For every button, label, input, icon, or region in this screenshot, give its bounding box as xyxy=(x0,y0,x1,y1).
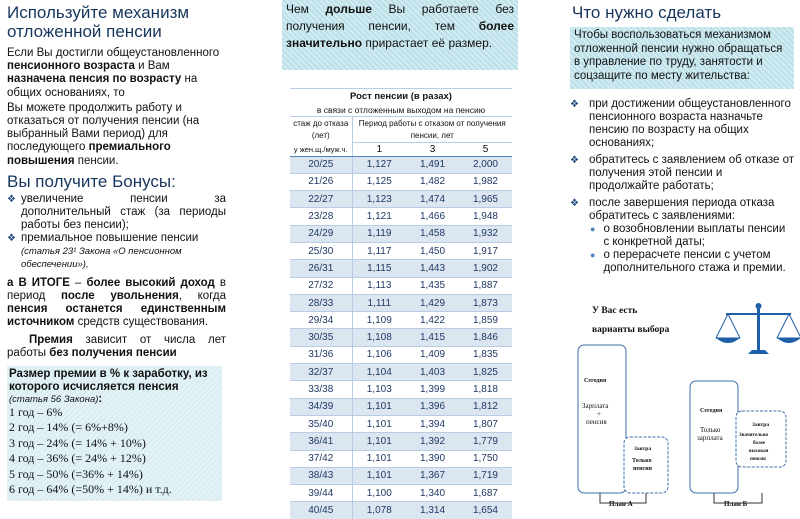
coef-cell: 1,119 xyxy=(352,225,406,242)
stazh-cell: 34/39 xyxy=(290,398,352,415)
intro-paragraph xyxy=(7,47,226,100)
premia-paragraph xyxy=(7,334,226,360)
coef-cell: 1,812 xyxy=(459,398,512,415)
coef-cell: 1,101 xyxy=(352,433,406,450)
text-run: – xyxy=(69,276,87,289)
coef-cell: 1,123 xyxy=(352,191,406,208)
coef-cell: 1,396 xyxy=(406,398,459,415)
coef-cell: 1,403 xyxy=(406,364,459,381)
stazh-cell: 20/25 xyxy=(290,156,352,173)
sub-list-item: ● о возобновлении выплаты пенсии с конкретной даты; xyxy=(590,223,786,248)
svg-text:Только: Только xyxy=(632,458,652,464)
coef-cell: 1,314 xyxy=(406,502,459,519)
coef-cell: 1,109 xyxy=(352,312,406,329)
table-row xyxy=(290,277,512,294)
text-run: а В ИТОГЕ xyxy=(7,276,70,289)
svg-text:+: + xyxy=(597,410,601,418)
svg-text:Сегодня: Сегодня xyxy=(700,408,723,414)
table-row xyxy=(290,433,512,450)
coef-cell: 1,429 xyxy=(406,294,459,311)
diamond-bullet-icon: ❖ xyxy=(570,155,579,166)
table-row xyxy=(290,467,512,484)
dot-bullet-icon: ● xyxy=(590,224,596,234)
coef-cell: 1,399 xyxy=(406,381,459,398)
table-head-sub: у жен.щ./муж.ч. xyxy=(290,143,352,156)
coef-cell: 1,409 xyxy=(406,346,459,363)
coef-cell: 1,466 xyxy=(406,208,459,225)
stazh-cell: 33/38 xyxy=(290,381,352,398)
table-row xyxy=(290,485,512,502)
period-3: 3 xyxy=(406,143,459,156)
bonus-law-note: (статья 23¹ Закона «О пенсионном обеспечении»), xyxy=(20,245,182,270)
premium-box: Размер премии в % к заработку, из которого исчисляется пенсия (статья 56 Закона): 1 год – 6% 2 год – 14% (= 6%+8%) 3 год – 24% (= 14% + 10%) 4 год – 36% (= 24% + 12%) 5 год – 50% (=36% + 14%) 6 год – 64% (=50% + 14%) и т.д. xyxy=(7,366,222,501)
coef-cell: 1,125 xyxy=(352,173,406,190)
sub-list-item: ● о перерасчете пенсии с учетом дополнительного стажа и премии. xyxy=(590,249,786,274)
diagram-heading-1: У Вас есть xyxy=(592,306,638,316)
lead-box xyxy=(282,0,518,70)
coef-cell: 1,965 xyxy=(459,191,512,208)
diamond-bullet-icon: ❖ xyxy=(570,198,579,209)
table-subtitle: в связи с отложенным выходом на пенсию xyxy=(290,104,512,117)
svg-text:Значительно: Значительно xyxy=(739,433,769,438)
text-run: назначена пенсия по возрасту xyxy=(7,73,182,86)
premium-line: 1 год – 6% xyxy=(9,405,63,420)
coef-cell: 1,873 xyxy=(459,294,512,311)
coef-cell: 1,392 xyxy=(406,433,459,450)
list-item: ❖ увеличение пенсии за дополнительный стаж (за периоды работы без пенсии); xyxy=(7,192,226,231)
plan-a-label: План А xyxy=(609,500,633,508)
steps-list xyxy=(570,98,794,275)
stazh-cell: 26/31 xyxy=(290,260,352,277)
text-run: Чем xyxy=(286,2,326,16)
coef-cell: 1,719 xyxy=(459,467,512,484)
table-row xyxy=(290,191,512,208)
list-item: ❖ обратитесь с заявлением об отказе от получения этой пенсии и продолжайте работать; xyxy=(570,154,794,192)
coef-cell: 1,825 xyxy=(459,364,512,381)
table-row xyxy=(290,312,512,329)
coef-cell: 1,818 xyxy=(459,381,512,398)
stazh-cell: 28/33 xyxy=(290,294,352,311)
text-run: дольше xyxy=(325,2,372,16)
stazh-cell: 38/43 xyxy=(290,467,352,484)
list-item: ❖ после завершения периода отказа обратитесь с заявлениями: xyxy=(570,197,775,222)
table-row xyxy=(290,364,512,381)
table-row xyxy=(290,346,512,363)
text-run: средств существования. xyxy=(74,316,209,329)
coef-cell: 1,101 xyxy=(352,450,406,467)
text-run: зависит от числа лет работы xyxy=(7,333,226,359)
coef-cell: 1,121 xyxy=(352,208,406,225)
stazh-cell: 21/26 xyxy=(290,173,352,190)
premium-line: 6 год – 64% (=50% + 14%) и т.д. xyxy=(9,482,172,497)
premium-law-note: (статья 56 Закона) xyxy=(9,394,99,406)
coef-cell: 1,108 xyxy=(352,329,406,346)
premium-lines xyxy=(9,405,220,497)
coef-cell: 1,367 xyxy=(406,467,459,484)
stazh-cell: 36/41 xyxy=(290,433,352,450)
table-row xyxy=(290,381,512,398)
text-run: Вы можете продолжить работу и отказаться от получения пенсии (на выбранный Вами период) для последующего xyxy=(7,101,200,154)
growth-table-wrap xyxy=(282,88,518,519)
svg-text:пенсия: пенсия xyxy=(633,466,652,472)
stazh-cell: 39/44 xyxy=(290,485,352,502)
table-row xyxy=(290,242,512,259)
coef-cell: 1,100 xyxy=(352,485,406,502)
coef-cell: 1,779 xyxy=(459,433,512,450)
coef-cell: 1,127 xyxy=(352,156,406,173)
coef-cell: 1,117 xyxy=(352,242,406,259)
coef-cell: 1,101 xyxy=(352,467,406,484)
premium-line: 3 год – 24% (= 14% + 10%) xyxy=(9,435,146,450)
coef-cell: 1,750 xyxy=(459,450,512,467)
what-to-do-title: Что нужно сделать xyxy=(572,3,722,22)
plan-b-label: План Б xyxy=(724,500,748,508)
stazh-cell: 37/42 xyxy=(290,450,352,467)
table-row xyxy=(290,502,512,519)
svg-text:Зарплата: Зарплата xyxy=(582,402,609,410)
svg-text:Завтра: Завтра xyxy=(634,446,652,452)
premium-box-title: Размер премии в % к заработку, из которого исчисляется пенсия xyxy=(9,368,208,394)
text-run: в период xyxy=(7,276,226,303)
diamond-bullet-icon: ❖ xyxy=(570,99,579,110)
coef-cell: 1,106 xyxy=(352,346,406,363)
text-run: премиального повышения xyxy=(7,141,171,167)
svg-text:высокая: высокая xyxy=(749,449,769,454)
coef-cell: 1,807 xyxy=(459,415,512,432)
premium-line: 4 год – 36% (= 24% + 12%) xyxy=(9,451,146,466)
svg-text:Только: Только xyxy=(700,426,721,434)
text-run: и Вам xyxy=(134,60,170,73)
table-head-period: Период работы с отказом от получения пенсии, лет xyxy=(352,117,512,143)
diagram-heading-2: варианты выбора xyxy=(592,325,670,335)
dot-bullet-icon: ● xyxy=(590,250,596,260)
coef-cell: 1,859 xyxy=(459,312,512,329)
plan-a-today: Сегодня xyxy=(584,378,607,384)
stazh-cell: 25/30 xyxy=(290,242,352,259)
text-run: Если Вы достигли общеустановленного xyxy=(7,47,220,59)
coef-cell: 1,902 xyxy=(459,260,512,277)
stazh-cell: 31/36 xyxy=(290,346,352,363)
list-item: ❖ при достижении общеустановленного пенсионного возраста назначьте пенсию по возрасту на общих основаниях; xyxy=(570,98,791,149)
table-row xyxy=(290,398,512,415)
svg-text:зарплата: зарплата xyxy=(697,434,723,442)
coef-cell: 1,982 xyxy=(459,173,512,190)
coef-cell: 1,443 xyxy=(406,260,459,277)
text-run: без получения пенсии xyxy=(49,346,177,359)
text-run: Вы работаете без получения пенсии, тем xyxy=(286,2,514,33)
coef-cell: 1,654 xyxy=(459,502,512,519)
text-run: после увольнения xyxy=(60,290,179,303)
left-column xyxy=(0,0,232,519)
stazh-cell: 22/27 xyxy=(290,191,352,208)
svg-text:пенсия: пенсия xyxy=(586,418,607,426)
coef-cell: 1,948 xyxy=(459,208,512,225)
choice-diagram xyxy=(566,300,800,510)
coef-cell: 1,422 xyxy=(406,312,459,329)
table-row xyxy=(290,294,512,311)
stazh-cell: 29/34 xyxy=(290,312,352,329)
coef-cell: 1,340 xyxy=(406,485,459,502)
table-row xyxy=(290,329,512,346)
coef-cell: 1,458 xyxy=(406,225,459,242)
stazh-cell: 40/45 xyxy=(290,502,352,519)
stazh-cell: 30/35 xyxy=(290,329,352,346)
table-row xyxy=(290,156,512,173)
coef-cell: 1,101 xyxy=(352,415,406,432)
table-row xyxy=(290,225,512,242)
text-run: пенсионного возраста xyxy=(7,60,135,73)
text-run: пенсия останется единственным источником xyxy=(7,303,226,329)
text-run: пенсии. xyxy=(74,154,119,167)
pension-growth-table xyxy=(290,88,512,519)
table-row xyxy=(290,260,512,277)
coef-cell: 1,450 xyxy=(406,242,459,259)
table-head-stazh: стаж до отказа (лет) xyxy=(290,117,352,144)
continue-paragraph xyxy=(7,102,226,168)
right-column xyxy=(566,0,800,519)
text-run: , когда xyxy=(178,290,226,303)
coef-cell: 1,113 xyxy=(352,277,406,294)
coef-cell: 1,846 xyxy=(459,329,512,346)
text-run: на общих основаниях, то xyxy=(7,73,198,99)
diamond-bullet-icon: ❖ xyxy=(7,193,16,205)
period-1: 1 xyxy=(352,143,406,156)
coef-cell: 1,932 xyxy=(459,225,512,242)
coef-cell: 1,111 xyxy=(352,294,406,311)
coef-cell: 1,390 xyxy=(406,450,459,467)
coef-cell: 1,104 xyxy=(352,364,406,381)
coef-cell: 1,917 xyxy=(459,242,512,259)
stazh-cell: 27/32 xyxy=(290,277,352,294)
table-row xyxy=(290,415,512,432)
premium-line: 5 год – 50% (=36% + 14%) xyxy=(9,466,143,481)
list-item: ❖ премиальное повышение пенсии (статья 23¹ Закона «О пенсионном обеспечении»), xyxy=(7,231,199,270)
itog-paragraph xyxy=(7,277,226,330)
coef-cell: 1,687 xyxy=(459,485,512,502)
stazh-cell: 24/29 xyxy=(290,225,352,242)
coef-cell: 1,415 xyxy=(406,329,459,346)
bonus-list xyxy=(7,193,226,271)
coef-cell: 1,482 xyxy=(406,173,459,190)
stazh-cell: 35/40 xyxy=(290,415,352,432)
stazh-cell: 23/28 xyxy=(290,208,352,225)
coef-cell: 1,491 xyxy=(406,156,459,173)
coef-cell: 1,887 xyxy=(459,277,512,294)
deferred-pension-title: Используйте механизм отложенной пенсии xyxy=(7,3,190,41)
coef-cell: 1,435 xyxy=(406,277,459,294)
coef-cell: 1,835 xyxy=(459,346,512,363)
bonus-title: Вы получите Бонусы: xyxy=(7,171,176,191)
middle-column xyxy=(282,0,518,519)
svg-text:пенсия: пенсия xyxy=(750,457,766,462)
coef-cell: 2,000 xyxy=(459,156,512,173)
coef-cell: 1,394 xyxy=(406,415,459,432)
table-title: Рост пенсии (в разах) xyxy=(290,89,512,104)
svg-text:Завтра: Завтра xyxy=(752,422,770,428)
text-run: Премия xyxy=(29,333,73,346)
stazh-cell: 32/37 xyxy=(290,364,352,381)
diamond-bullet-icon: ❖ xyxy=(7,232,16,244)
coef-cell: 1,103 xyxy=(352,381,406,398)
premium-line: 2 год – 14% (= 6%+8%) xyxy=(9,420,128,435)
coef-cell: 1,115 xyxy=(352,260,406,277)
text-run: прирастает её размер. xyxy=(362,36,493,50)
coef-cell: 1,101 xyxy=(352,398,406,415)
text-run: более высокий доход xyxy=(86,276,215,289)
table-row xyxy=(290,173,512,190)
text-run: более значительно xyxy=(286,19,514,50)
coef-cell: 1,078 xyxy=(352,502,406,519)
coef-cell: 1,474 xyxy=(406,191,459,208)
table-row xyxy=(290,208,512,225)
table-body xyxy=(290,156,512,519)
svg-text:более: более xyxy=(753,441,766,446)
period-5: 5 xyxy=(459,143,512,156)
instruction-box: Чтобы воспользоваться механизмом отложенной пенсии нужно обращаться в управление по труду, занятости и соцзащите по месту жительства: xyxy=(570,27,794,89)
table-row xyxy=(290,450,512,467)
